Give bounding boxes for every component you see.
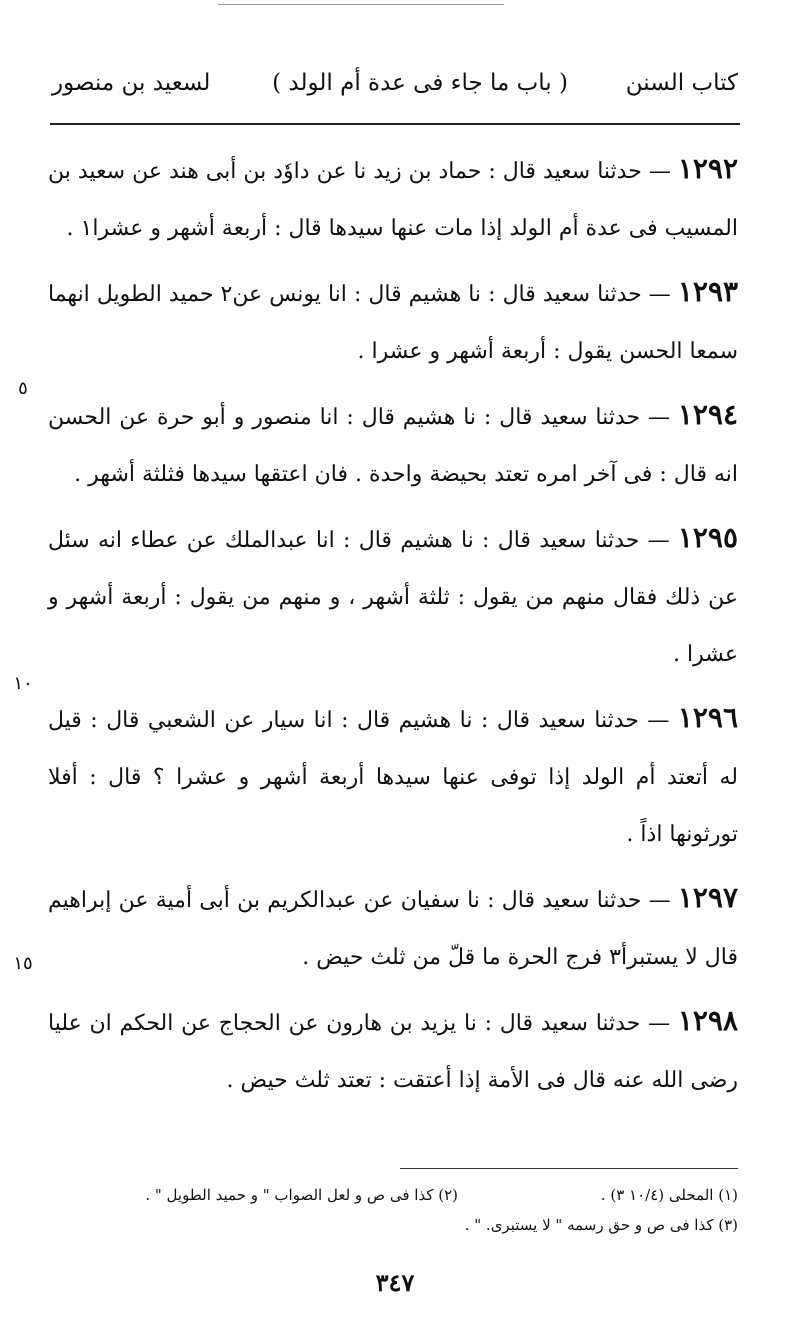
hadith-text: — حدثنا سعيد قال : نا هشيم قال : انا يونس عن٢ حميد الطويل انهما سمعا الحسن يقول : أربعة أشهر و عشرا .: [48, 282, 738, 364]
hadith-text: — حدثنا سعيد قال : نا سفيان عن عبدالكريم بن أبى أمية عن إبراهيم قال لا يستبرأ٣ فرج الحرة ما قلّ من ثلث حيض .: [48, 888, 738, 970]
hadith-text: — حدثنا سعيد قال : حماد بن زيد نا عن داوٗد بن أبى هند عن سعيد بن المسيب فى عدة أم الولد إذا مات عنها سيدها قال : أربعة أشهر و عشرا١ .: [48, 159, 738, 241]
line-number: ١٠: [13, 673, 33, 694]
hadith-entry: [48, 509, 738, 683]
footnote-row: [100, 1210, 738, 1240]
footnote-3: (٣) كذا فى ص و حق رسمه " لا يستبرى. " .: [464, 1216, 738, 1234]
footnote-row: [100, 1180, 738, 1210]
hadith-number: ١٢٩٦: [677, 701, 738, 734]
hadith-entry: [48, 869, 738, 986]
hadith-number: ١٢٩٣: [677, 275, 739, 308]
hadith-entry: [48, 689, 738, 863]
running-header: [52, 70, 738, 120]
hadith-number: ١٢٩٥: [677, 521, 738, 554]
hadith-number: ١٢٩٧: [677, 881, 738, 914]
top-rule: [218, 4, 504, 5]
book-title: كتاب السنن: [625, 70, 738, 96]
line-number: ٥: [18, 378, 28, 399]
hadith-number: ١٢٩٨: [677, 1004, 738, 1037]
hadith-entry: [48, 263, 738, 380]
footnote-rule: [400, 1168, 738, 1169]
header-rule: [50, 123, 740, 125]
line-number: ١٥: [13, 953, 33, 974]
main-text: [48, 140, 738, 1115]
hadith-number: ١٢٩٢: [677, 152, 738, 185]
chapter-title: ( باب ما جاء فى عدة أم الولد ): [272, 70, 568, 96]
footnotes: [100, 1180, 738, 1240]
hadith-number: ١٢٩٤: [677, 398, 738, 431]
hadith-text: — حدثنا سعيد قال : نا هشيم قال : انا سيار عن الشعبي قال : قيل له أتعتد أم الولد إذا توفى عنها سيدها أربعة أشهر و عشرا ؟ قال : أفلا تورثونها اذاً .: [48, 708, 738, 847]
hadith-entry: [48, 386, 738, 503]
hadith-entry: [48, 992, 738, 1109]
hadith-entry: [48, 140, 738, 257]
author-name: لسعيد بن منصور: [52, 70, 211, 96]
hadith-text: — حدثنا سعيد قال : نا يزيد بن هارون عن الحجاج عن الحكم ان عليا رضى الله عنه قال فى الأمة إذا أعتقت : تعتد ثلث حيض .: [48, 1011, 738, 1093]
footnote-2: (٢) كذا فى ص و لعل الصواب " و حميد الطويل " .: [145, 1186, 458, 1204]
hadith-text: — حدثنا سعيد قال : نا هشيم قال : انا عبدالملك عن عطاء انه سئل عن ذلك فقال منهم من يقول : ثلثة أشهر ، و منهم من يقول : أربعة أشهر و عشرا .: [48, 528, 738, 667]
page-number: ٣٤٧: [375, 1268, 415, 1297]
hadith-text: — حدثنا سعيد قال : نا هشيم قال : انا منصور و أبو حرة عن الحسن انه قال : فى آخر امره تعتد بحيضة واحدة . فان اعتقها سيدها فثلثة أشهر .: [48, 405, 738, 487]
footnote-1: (١) المحلى (١٠/٤ ٣) .: [600, 1186, 738, 1204]
